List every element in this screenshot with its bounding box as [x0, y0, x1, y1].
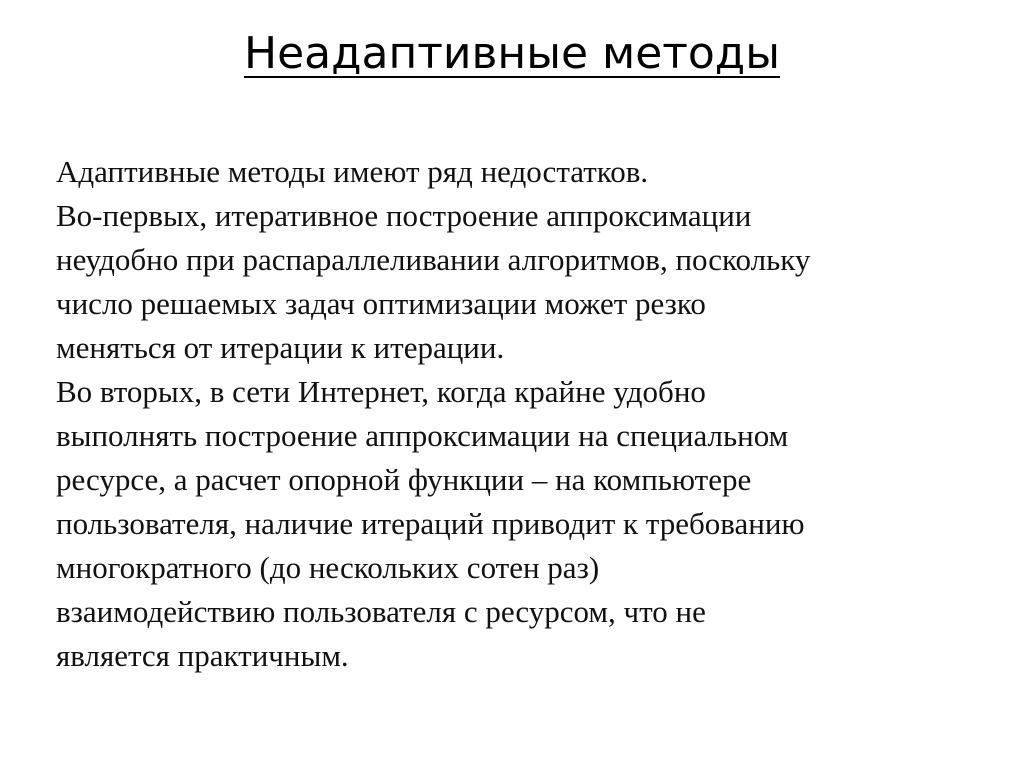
body-line-2: Во-первых, итеративное построение аппроксимации — [56, 198, 752, 233]
body-line-1: Адаптивные методы имеют ряд недостатков. — [56, 154, 649, 189]
body-line-9: пользователя, наличие итераций приводит к требованию — [56, 506, 805, 541]
body-line-3: неудобно при распараллеливании алгоритмов, поскольку — [56, 242, 811, 277]
body-line-8: ресурсе, а расчет опорной функции – на компьютере — [56, 462, 752, 497]
body-line-11: взаимодействию пользователя с ресурсом, что не — [56, 594, 706, 629]
slide-title — [0, 24, 1024, 84]
body-line-10: многократного (до нескольких сотен раз) — [56, 550, 600, 585]
body-line-7: выполнять построение аппроксимации на специальном — [56, 418, 789, 453]
body-line-12: является практичным. — [56, 638, 349, 673]
body-line-4: число решаемых задач оптимизации может резко — [56, 286, 706, 321]
body-line-6: Во вторых, в сети Интернет, когда крайне удобно — [56, 374, 706, 409]
body-line-5: меняться от итерации к итерации. — [56, 330, 505, 365]
slide-body — [56, 150, 996, 678]
slide-title-text: Неадаптивные методы — [244, 28, 780, 79]
